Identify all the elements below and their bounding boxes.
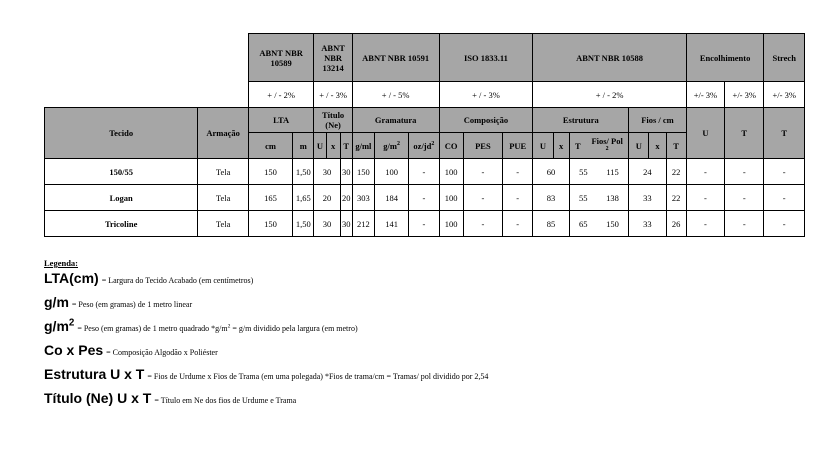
header-strech-t: T bbox=[764, 108, 805, 159]
sub-fcm-u: U bbox=[629, 133, 649, 159]
tolerance-estrutura: + / - 2% bbox=[533, 82, 686, 108]
cell-fcm-t: 26 bbox=[666, 211, 686, 237]
tolerance-titulo: + / - 3% bbox=[314, 82, 352, 108]
standard-abnt-13214: ABNT NBR 13214 bbox=[314, 34, 352, 82]
legend-key: LTA(cm) bbox=[44, 270, 99, 286]
legend-item-co-pes bbox=[44, 342, 488, 358]
header-composicao: Composição bbox=[439, 108, 533, 133]
cell-ozjd2: - bbox=[409, 211, 439, 237]
cell-fcm-u: 33 bbox=[629, 185, 666, 211]
cell-enc-t: - bbox=[725, 185, 764, 211]
sub-est-x: x bbox=[553, 133, 569, 159]
standard-abnt-10589: ABNT NBR 10589 bbox=[248, 34, 314, 82]
standard-iso-1833: ISO 1833.11 bbox=[439, 34, 533, 82]
cell-lta-m: 1,50 bbox=[293, 159, 314, 185]
standard-strech: Strech bbox=[764, 34, 805, 82]
sub-m: m bbox=[293, 133, 314, 159]
cell-est-t-fios: 65 150 bbox=[569, 211, 629, 237]
header-enc-u: U bbox=[686, 108, 724, 159]
header-estrutura: Estrutura bbox=[533, 108, 629, 133]
tolerance-strech: +/- 3% bbox=[764, 82, 805, 108]
sub-est-t-fios-pol: T Fios/ Pol $^2$ bbox=[569, 133, 629, 159]
cell-co: 100 bbox=[439, 185, 463, 211]
header-armacao: Armação bbox=[198, 108, 248, 159]
header-lta: LTA bbox=[248, 108, 314, 133]
legend-desc: = Fios de Urdume x Fios de Trama (em uma polegada) *Fios de trama/cm = Tramas/ pol dividido por 2,54 bbox=[147, 372, 489, 381]
cell-gm2: 184 bbox=[374, 185, 408, 211]
tolerance-encolhimento-t: +/- 3% bbox=[725, 82, 764, 108]
sub-fcm-x: x bbox=[649, 133, 666, 159]
cell-est-u: 60 bbox=[533, 159, 569, 185]
cell-armacao: Tela bbox=[198, 211, 248, 237]
cell-est-u: 85 bbox=[533, 211, 569, 237]
cell-pue: - bbox=[503, 159, 533, 185]
legend-key: Estrutura U x T bbox=[44, 366, 145, 382]
cell-enc-t: - bbox=[725, 211, 764, 237]
legend-item-titulo bbox=[44, 390, 488, 406]
cell-gm2: 100 bbox=[374, 159, 408, 185]
header-titulo: Título (Ne) bbox=[314, 108, 352, 133]
cell-armacao: Tela bbox=[198, 185, 248, 211]
legend-key: Co x Pes bbox=[44, 342, 104, 358]
sub-pue: PUE bbox=[503, 133, 533, 159]
legend-desc: = Peso (em gramas) de 1 metro linear bbox=[71, 300, 193, 309]
legend-title: Legenda: bbox=[44, 258, 78, 268]
sub-gm2: $g/m^2$ bbox=[374, 133, 408, 159]
header-row bbox=[45, 108, 805, 133]
legend-item-lta bbox=[44, 270, 488, 286]
cell-strech: - bbox=[764, 211, 805, 237]
sub-fcm-t: T bbox=[666, 133, 686, 159]
standard-abnt-10588: ABNT NBR 10588 bbox=[533, 34, 686, 82]
tolerance-lta: + / - 2% bbox=[248, 82, 314, 108]
cell-fcm-t: 22 bbox=[666, 185, 686, 211]
cell-titulo-u: 30 bbox=[314, 211, 340, 237]
cell-pes: - bbox=[463, 185, 502, 211]
specifications-table bbox=[44, 33, 805, 237]
header-gramatura: Gramatura bbox=[352, 108, 439, 133]
sub-gml: g/ml bbox=[352, 133, 374, 159]
cell-titulo-u: 20 bbox=[314, 185, 340, 211]
cell-gml: 150 bbox=[352, 159, 374, 185]
cell-fcm-t: 22 bbox=[666, 159, 686, 185]
cell-tecido: Tricoline bbox=[45, 211, 198, 237]
standard-abnt-10591: ABNT NBR 10591 bbox=[352, 34, 439, 82]
cell-titulo-t: 20 bbox=[340, 185, 352, 211]
sub-cm: cm bbox=[248, 133, 292, 159]
legend-key: Título (Ne) U x T bbox=[44, 390, 152, 406]
cell-lta-cm: 150 bbox=[248, 211, 292, 237]
legend-desc: = Título em Ne dos fios de Urdume e Trama bbox=[154, 396, 297, 405]
header-tecido: Tecido bbox=[45, 108, 198, 159]
cell-gml: 303 bbox=[352, 185, 374, 211]
cell-lta-cm: 165 bbox=[248, 185, 292, 211]
standard-encolhimento: Encolhimento bbox=[686, 34, 764, 82]
header-fios-cm: Fios / cm bbox=[629, 108, 687, 133]
cell-enc-u: - bbox=[686, 159, 724, 185]
cell-pue: - bbox=[503, 185, 533, 211]
cell-pes: - bbox=[463, 211, 502, 237]
table-row bbox=[45, 185, 805, 211]
legend-desc: = Composição Algodão x Poliéster bbox=[106, 348, 218, 357]
tolerance-composicao: + / - 3% bbox=[439, 82, 533, 108]
cell-est-t-fios: 55 138 bbox=[569, 185, 629, 211]
cell-titulo-t: 30 bbox=[340, 159, 352, 185]
cell-enc-u: - bbox=[686, 211, 724, 237]
cell-est-t-fios: 55 115 bbox=[569, 159, 629, 185]
cell-tecido: Logan bbox=[45, 185, 198, 211]
cell-tecido: 150/55 bbox=[45, 159, 198, 185]
legend-item-estrutura bbox=[44, 366, 488, 382]
cell-co: 100 bbox=[439, 211, 463, 237]
table-row bbox=[45, 159, 805, 185]
sub-titulo-t: T bbox=[340, 133, 352, 159]
cell-est-u: 83 bbox=[533, 185, 569, 211]
cell-co: 100 bbox=[439, 159, 463, 185]
standards-row bbox=[45, 34, 805, 82]
tolerance-gramatura: + / - 5% bbox=[352, 82, 439, 108]
cell-pue: - bbox=[503, 211, 533, 237]
legend-key: g/m bbox=[44, 294, 69, 310]
cell-ozjd2: - bbox=[409, 159, 439, 185]
cell-strech: - bbox=[764, 185, 805, 211]
sub-co: CO bbox=[439, 133, 463, 159]
table-row bbox=[45, 211, 805, 237]
cell-enc-t: - bbox=[725, 159, 764, 185]
cell-gm2: 141 bbox=[374, 211, 408, 237]
cell-titulo-u: 30 bbox=[314, 159, 340, 185]
sub-pes: PES bbox=[463, 133, 502, 159]
cell-fcm-u: 33 bbox=[629, 211, 666, 237]
cell-titulo-t: 30 bbox=[340, 211, 352, 237]
tolerance-encolhimento-u: +/- 3% bbox=[686, 82, 724, 108]
tolerance-row bbox=[45, 82, 805, 108]
legend-item-gm bbox=[44, 294, 488, 310]
legend-desc: = Peso (em gramas) de 1 metro quadrado $*g/m^2 = g/m$ dividido pela largura (em metro) bbox=[77, 323, 358, 333]
legend-key: $g/m^2$ bbox=[44, 317, 75, 334]
sub-ozjd2: $oz/jd^2$ bbox=[409, 133, 439, 159]
cell-armacao: Tela bbox=[198, 159, 248, 185]
cell-ozjd2: - bbox=[409, 185, 439, 211]
sub-titulo-x: x bbox=[326, 133, 340, 159]
cell-gml: 212 bbox=[352, 211, 374, 237]
cell-strech: - bbox=[764, 159, 805, 185]
cell-pes: - bbox=[463, 159, 502, 185]
header-enc-t: T bbox=[725, 108, 764, 159]
cell-lta-cm: 150 bbox=[248, 159, 292, 185]
cell-lta-m: 1,65 bbox=[293, 185, 314, 211]
cell-fcm-u: 24 bbox=[629, 159, 666, 185]
legend-desc: = Largura do Tecido Acabado (em centímetros) bbox=[101, 276, 254, 285]
legend-item-gm2 bbox=[44, 318, 488, 334]
sub-est-u: U bbox=[533, 133, 553, 159]
cell-lta-m: 1,50 bbox=[293, 211, 314, 237]
sub-titulo-u: U bbox=[314, 133, 326, 159]
cell-enc-u: - bbox=[686, 185, 724, 211]
legend bbox=[44, 258, 488, 406]
